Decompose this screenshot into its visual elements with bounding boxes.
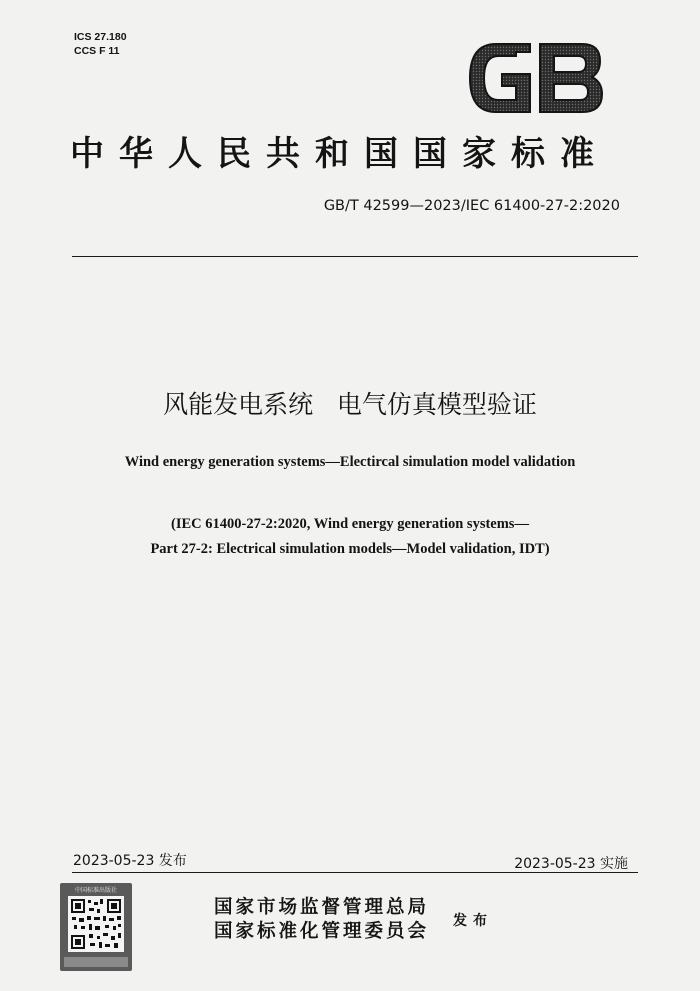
publishing-authorities: [214, 896, 429, 944]
qr-label: [60, 883, 132, 971]
footer-divider: [72, 872, 638, 873]
qr-code-icon: [68, 896, 124, 952]
qr-label-strip: [64, 957, 128, 967]
classification-codes: [74, 30, 127, 58]
chinese-title: 风能发电系统 电气仿真模型验证: [163, 390, 537, 419]
standard-number: GB/T 42599—2023/IEC 61400-27-2:2020: [323, 198, 620, 214]
identical-note-line-1: (IEC 61400-27-2:2020, Wind energy generation systems—: [171, 516, 529, 532]
issue-date: 2023-05-23 发布: [73, 853, 187, 869]
header-divider: [72, 256, 638, 257]
publisher-sac: 国家标准化管理委员会: [214, 921, 430, 942]
gb-logo-g-mark: [470, 44, 530, 112]
gb-logo: [466, 40, 604, 116]
implementation-date: 2023-05-23 实施: [514, 856, 628, 872]
gb-logo-b-mark: [540, 44, 602, 112]
publish-label: 发布: [453, 913, 493, 929]
gb-logo-text: GB: [535, 82, 537, 83]
ccs-code: CCS F 11: [74, 45, 120, 57]
national-standard-title: 中华人民共和国国家标准: [70, 134, 609, 174]
ics-code: ICS 27.180: [74, 31, 127, 43]
identical-note-line-2: Part 27-2: Electrical simulation models—Model validation, IDT): [150, 541, 550, 557]
qr-caption: 中国标准出版社: [74, 887, 117, 894]
english-title: Wind energy generation systems—Electircal simulation model validation: [124, 454, 576, 470]
identical-standard-note: [0, 512, 700, 562]
publisher-samr: 国家市场监督管理总局: [214, 897, 430, 918]
